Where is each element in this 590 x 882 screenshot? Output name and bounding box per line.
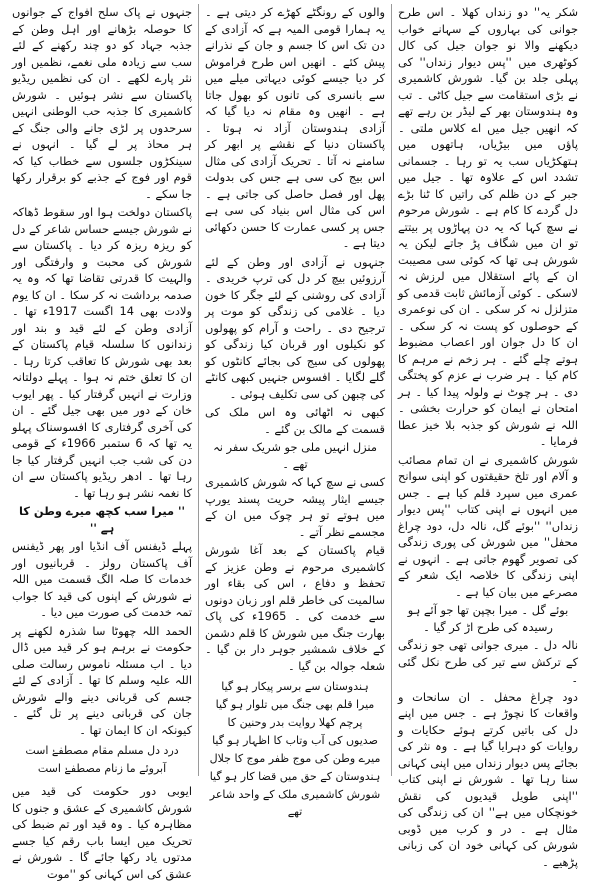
paragraph: پاکستان دولخت ہوا اور سقوط ڈھاکہ نے شورش جیسے حساس شاعر کے دل کو ریزہ ریزہ کر دیا ۔ پاکستان سے شورش کی محبت و وارفتگی اور والہیت کا قدرتی تقاضا تھا کہ وہ یہ صدمہ برداشت نہ کر سکا ۔ ان کا یوم ولادت بھی 14 اگست 1917ء تھا ۔ آزادی وطن کے لئے قید و بند اور زندانوں کا سلسلہ قیام پاکستان کے بعد بھی شورش کا تعاقب کرتا رہا ۔ ان کا تعلق ختم نہ ہوا ۔ پہلے دولتانہ وزارت نے انہیں گرفتار کیا ۔ پھر ایوب خان کے دور میں بھی جیل گئے ۔ ان کی آخری گرفتاری کا افسوسناک پہلو یہ تھا کہ 6 ستمبر 1966ء کے قومی دن کی شب جب انہیں گرفتار کیا جا رہا تھا ۔ ادھر ریڈیو پاکستان سے ان کا نغمہ نشر ہو رہا تھا ۔ [12, 205, 193, 500]
paragraph: جنہوں نے آزادی اور وطن کے لئے آرزوئیں بیچ کر دل کی ترپ خریدی ۔ آزادی کی روشنی کے لئے جگر کا خون دیا ۔ غلامی کی زندگی کو موت پر ترجیح دی ۔ راحت و آرام کو پھولوں کو نکیلوں اور قربان کیا زندگی کو پھولوں کی سیج کی بجائے کانٹوں کو گلے لگایا ۔ افسوس جنہیں کبھی کانٹے کی چبھن کی سی تکلیف ہوئی ۔ [205, 254, 385, 401]
poem-verses [12, 742, 192, 777]
paragraph: دود چراغ محفل ۔ ان سانحات و واقعات کا نچوڑ ہے ۔ جس میں اپنے دل کی باتیں کرتے ہوئے حکایات و روایات کو دہرایا گیا ہے ۔ وہ نثر کی بجائے پس دیوار زنداں میں اپنی کہانی سنا رہا تھا ۔ شورش نے اپنی کتاب ''اپنی طویل قیدیوں کی نقش خونچکاں میں ہے'' ان کی زندگی کی مثال ہے ۔ در و کرب میں ڈوبی شورش کی کہانی خود ان کی زبانی پڑھیے ۔ [398, 689, 578, 869]
verse-line: میرے وطن کی موج ظفر موج کا جلال [209, 752, 381, 765]
paragraph: شورش کاشمیری نے ان تمام مصائب و آلام اور تلخ حقیقتوں کو اپنی سوانح عمری میں سپرد قلم کیا ہے ۔ جس میں انہوں نے اپنی کتاب ''پس دیوار زنداں'' ''بوئے گل، نالہ دل، دود چراغ محفل'' میں شورش کی پوری زندگی کی تصویر گھوم جاتی ہے ۔ انہوں نے اپنی زندگی کا خلاصہ ایک شعر کے مصرعے میں بیان کیا ہے ۔ [398, 452, 578, 599]
paragraph: نالہ دل ۔ میری جوانی تھی جو زندگی کے ترکش سے تیر کی طرح نکل گئی ۔ [398, 638, 578, 685]
verse-line: آبروئے ما زنام مصطفےٰ است [37, 762, 167, 775]
paragraph: کبھی نہ اٹھائی وہ اس ملک کی قسمت کے مالک بن گئے ۔ [205, 405, 385, 436]
poem-verses [205, 678, 385, 820]
paragraph: پہلے ڈیفنس آف انڈیا اور پھر ڈیفنس آف پاکستان رولز ۔ قربانیوں اور خدمات کا صلہ الگ قسمت میں اللہ نے شورش کے اپنوں کی قید کا جواب تمہ خدمت کی صورت میں دیا ۔ [12, 539, 192, 619]
verse-line: ہندوستان کے حق میں قضا کار ہو گیا [209, 770, 381, 783]
verse-line: پرچم کھلا روایت بدر وحنین کا [227, 716, 363, 729]
verse-line: میرا قلم بھی جنگ میں تلوار ہو گیا [215, 698, 375, 711]
paragraph: منزل انہیں ملی جو شریک سفر نہ تھے ۔ [213, 440, 377, 471]
text-columns [6, 4, 584, 881]
quoted-line: '' میرا سب کچھ میرے وطن کا ہے '' [19, 504, 185, 535]
paragraph: والوں کے رونگٹے کھڑے کر دیتی ہے ۔ یہ ہمارا قومی المیہ ہے کہ آزادی کے دن تک اس کا جسم و جان کے نذرانے پیش کئے ۔ انھیں اس طرح فراموش کر دیا جیسے کوئی دیہاتی میلے میں سے بانسری کی تانوں کو بھول جاتا ہے ۔ انھیں وہ مقام نہ دیا گیا کہ آزادی ہندوستان آزاد نہ ہوتا ۔ پاکستان دنیا کے نقشے پر ابھر کر سامنے نہ آتا ۔ تحریک آزادی کی مثال اس بیج کی سی ہے جس کی بدولت پھل اور فصل حاصل کی جاتی ہے ۔ اس کی مثال اس بنیاد کی سی ہے جس پر کسی عمارت کا حسن دکھائی دیتا ہے ۔ [205, 5, 385, 250]
paragraph: کسی نے سچ کہا کہ شورش کاشمیری جیسے ایثار پیشہ حریت پسند یورپ میں ہوتے تو ہر چوک میں ان کے مجسمے نظر آتے ۔ [205, 475, 385, 539]
column-middle [199, 4, 392, 818]
verse-line: صدیوں کی آب وتاب کا اظہار ہو گیا [212, 734, 378, 747]
verse-line: شورش کاشمیری ملک کے واحد شاعر تھے [209, 788, 381, 818]
verse-line: درد دل مسلم مقام مصطفےٰ است [25, 744, 179, 757]
column-left [6, 4, 199, 881]
paragraph: الحمد اللہ چھوٹا سا شذرہ لکھنے پر حکومت نے برہم ہو کر قید میں ڈال دیا ۔ اب مسئلہ ناموس رسالت صلی اللہ علیہ وسلم کا تھا ۔ آزادی کے لئے جسم کی قربانی دینے والے شورش جان کی قربانی دینے پر تل گئے ۔ کیونکہ ان کا ایمان تھا ۔ [12, 623, 192, 737]
column-right [392, 4, 584, 869]
paragraph: قیام پاکستان کے بعد آغا شورش کاشمیری مرحوم نے وطن عزیز کے تحفظ و دفاع ، اس کی بقاء اور سالمیت کی خاطر قلم اور زبان دونوں سے خدمت کی ۔ 1965ء کی پاک بھارت جنگ میں شورش کا قلم دشمن کے خلاف شمشیر جوہر دار بن گیا ۔ شعلہ جوالہ بن گیا ۔ [205, 543, 385, 673]
paragraph: جنہوں نے پاک سلح افواج کے جوانوں کا حوصلہ بڑھانے اور اہل وطن کے جذبہ جہاد کو دو چند رکھنے کے لئے سب سے زیادہ ملی نغمے، نظمیں اور نثر پارے لکھے ۔ ان کی نظمیں ریڈیو پاکستان سے نشر ہوئیں ۔ شورش کاشمیری کا جذبہ حب الوطنی انہیں سرحدوں پر لڑی جانے والی جنگ کے ہر محاذ پر لے گیا ۔ انہوں نے سینکڑوں جلسوں سے خطاب کیا کہ قوم اور فوج کے جذبے کو برقرار رکھا جا سکے ۔ [12, 5, 192, 201]
paragraph: ایوبی دور حکومت کی قید میں شورش کاشمیری کے عشق و جنوں کا مظاہرہ کیا ۔ وہ قید اور تم ضبط کی تحریک میں ایسا باب رقم کیا جسے مدتوں یاد رکھا جائے گا ۔ شورش نے عشق کی اس کہانی کو ''موت [12, 784, 192, 881]
paragraph: بوئے گل ۔ میرا بچپن تھا جو آئے ہو رسیدہ کی طرح اڑ کر گیا ۔ [407, 603, 569, 634]
verse-line: ہندوستان سے برسر پیکار ہو گیا [221, 680, 369, 693]
paragraph: شکر یہ'' دو زنداں کھلا ۔ اس طرح جوانی کی بہاروں کے سہانے خواب دیکھنے والا نو جوان جیل کی کال کوٹھری میں ''پس دیوار زنداں'' کی پہلی جلد بن گیا۔ شورش کاشمیری نے بڑی استقامت سے جیل کاٹی ۔ تب وہ ہندوستان بھر کے لیڈر بن رہے تھے کہ انھیں جیل میں اے کلاس ملتی ۔ پاؤں میں بیڑیاں، ہاتھوں میں ہتھکڑیاں سب یہ تو رہا ۔ جسمانی تشدد اس کے علاوہ تھا ۔ جیل میں جبر کے دن ظلم کی راتیں کا ٹنا بڑے دل گردے کا کام ہے ۔ شورش مرحوم نے سچ کہا کہ یہ دن پہاڑوں پر بیتتے تو ان میں شگاف پڑ جاتے لیکن یہ شورش ہی تھا کہ کوئی سی مصیبت ان کے پائے استقلال میں لرزش نہ لاسکی ۔ کوئی آزمائش ثابت قدمی کو متزلزل نہ کر سکی ۔ ان کی نوعمری کے حوصلوں کو پست نہ کر سکی ۔ ان کا دل جوان اور اعصاب مضبوط ہوتے چلے گئے ۔ ہر زخم نے مرہم کا کام کیا ۔ ہر ضرب نے عزم کو پختگی دی ۔ ہر چوٹ نے ولولہ پیدا کیا ۔ ہر امتحان نے ایمان کو حرارت بخشی ۔ اللہ نے شورش کو جذبہ بلا خیز عطا فرمایا ۔ [398, 5, 578, 448]
